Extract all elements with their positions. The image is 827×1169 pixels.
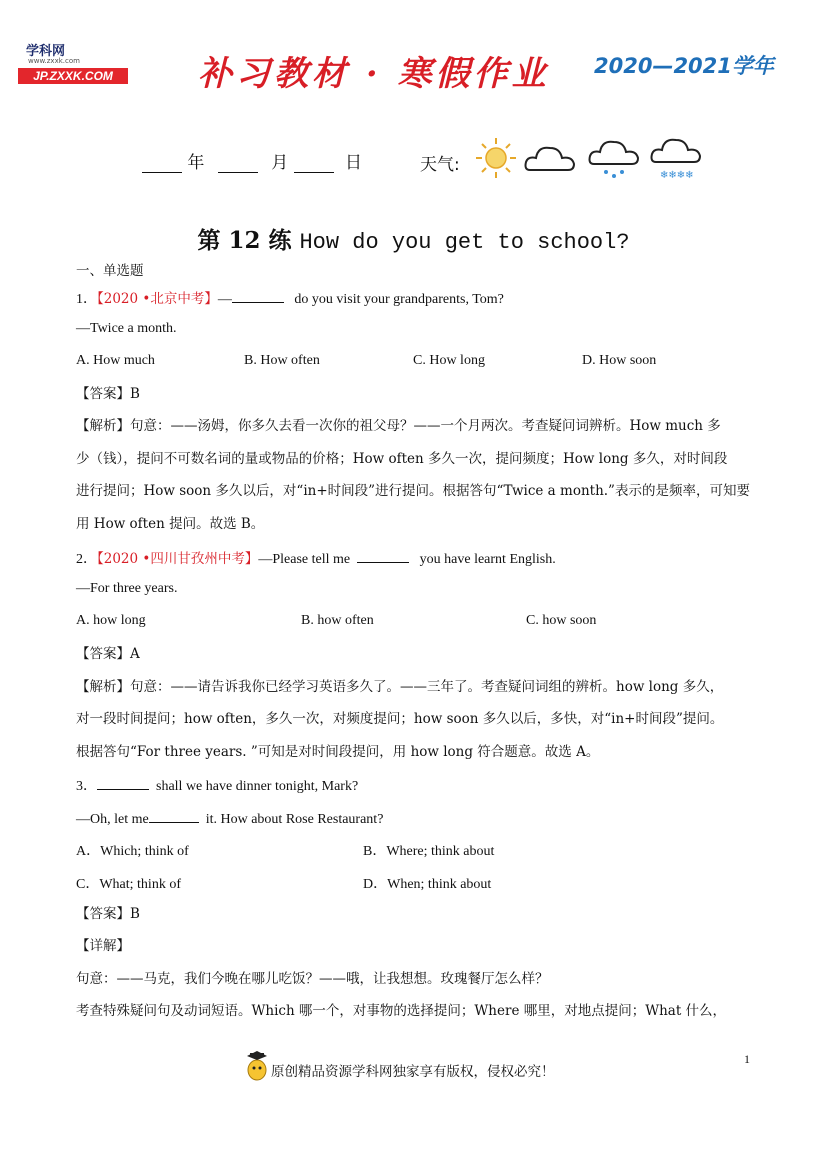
q2-analysis-1: 【解析】句意：——请告诉我你已经学习英语多久了。——三年了。考查疑问词组的辨析。how long 多久， xyxy=(76,679,724,695)
q3-option-d: D．When; think about xyxy=(363,877,492,892)
weather-icons xyxy=(474,132,714,184)
q3-stem xyxy=(76,775,358,796)
q1-option-d: D. How soon xyxy=(582,353,657,368)
q1-reply: —Twice a month. xyxy=(76,321,177,336)
q1-option-a: A. How much xyxy=(76,353,155,368)
title-cn: 第 12 练 xyxy=(197,227,292,254)
q2-blank xyxy=(357,548,409,563)
q2-option-a: A. how long xyxy=(76,613,146,628)
banner-title: 补习教材 · 寒假作业 xyxy=(198,54,550,94)
q1-options xyxy=(76,353,776,371)
q2-option-c: C. how soon xyxy=(526,613,597,628)
banner-year: 2020—2021学年 xyxy=(594,54,774,78)
q3-detail-2: 考查特殊疑问句及动词短语。Which 哪一个，对事物的选择提问；Where 哪里，对地点提问；What 什么， xyxy=(76,1003,727,1019)
q3-reply xyxy=(76,808,383,829)
q1-stem-b: do you visit your grandparents, Tom? xyxy=(294,292,504,307)
q3-blank-2 xyxy=(149,808,199,823)
mascot-icon xyxy=(244,1050,270,1082)
q3-detail-label: 【详解】 xyxy=(76,938,130,954)
q2-stem xyxy=(76,548,556,569)
year-char: 年 xyxy=(187,153,205,173)
svg-text:❄❄❄❄: ❄❄❄❄ xyxy=(660,170,694,181)
q1-analysis-1: 【解析】句意：——汤姆，你多久去看一次你的祖父母？——一个月两次。考查疑问词辨析。How much 多 xyxy=(76,418,721,434)
section-heading: 一、单选题 xyxy=(76,263,144,279)
q3-reply-b: it. How about Rose Restaurant? xyxy=(205,812,384,827)
logo-small-url: www.zxxk.com xyxy=(28,57,80,65)
weather-label: 天气: xyxy=(420,155,460,175)
q1-stem-a: — xyxy=(217,292,232,307)
footer-copyright: 原创精品资源学科网独家享有版权，侵权必究！ xyxy=(271,1064,555,1080)
q1-source: 【2020 •北京中考】 xyxy=(97,291,218,307)
q2-analysis-2: 对一段时间提问；how often，多久一次，对频度提问；how soon 多久以后，多快，对“in+时间段”提问。 xyxy=(76,711,724,727)
q2-analysis-3: 根据答句“For three years. ”可知是对时间段提问，用 how long 符合题意。故选 A。 xyxy=(76,744,600,760)
page-title xyxy=(0,222,827,255)
q3-option-b: B．Where; think about xyxy=(363,844,495,859)
cloud-icon xyxy=(526,148,575,170)
q2-source: 【2020 •四川甘孜州中考】 xyxy=(97,551,259,567)
q3-blank-1 xyxy=(97,775,149,790)
day-char: 日 xyxy=(345,153,363,173)
q3-options-row2 xyxy=(76,873,776,891)
q1-option-c: C. How long xyxy=(413,353,485,368)
q3-num: 3． xyxy=(76,779,97,794)
q1-stem xyxy=(76,288,504,309)
q3-detail-1: 句意：——马克，我们今晚在哪儿吃饭？——哦，让我想想。玫瑰餐厅怎么样？ xyxy=(76,971,549,987)
q3-stem-b: shall we have dinner tonight, Mark? xyxy=(156,779,359,794)
rain-cloud-icon xyxy=(590,142,639,178)
q2-stem-a: —Please tell me xyxy=(258,552,351,567)
q3-answer: 【答案】B xyxy=(76,906,140,922)
q1-num: 1． xyxy=(76,292,97,307)
q2-num: 2． xyxy=(76,552,97,567)
q3-option-a: A．Which; think of xyxy=(76,844,189,859)
logo-cn: 学科网 xyxy=(26,44,66,59)
q3-option-c: C．What; think of xyxy=(76,877,181,892)
date-line xyxy=(142,148,362,173)
q1-analysis-3: 进行提问；How soon 多久以后，对“in+时间段”进行提问。根据答句“Twice a month.”表示的是频率，可知要 xyxy=(76,483,750,499)
q1-option-b: B. How often xyxy=(244,353,320,368)
q2-options xyxy=(76,613,776,631)
logo xyxy=(18,40,130,84)
q2-stem-b: you have learnt English. xyxy=(419,552,556,567)
logo-url: JP.ZXXK.COM xyxy=(18,68,128,84)
page-number: 1 xyxy=(744,1052,750,1066)
q1-analysis-2: 少（钱），提问不可数名词的量或物品的价格；How often 多久一次，提问频度；How long 多久，对时间段 xyxy=(76,451,728,467)
q2-answer: 【答案】A xyxy=(76,646,140,662)
q1-analysis-4: 用 How often 提问。故选 B。 xyxy=(76,516,265,532)
q2-option-b: B. how often xyxy=(301,613,374,628)
month-char: 月 xyxy=(271,153,289,173)
snow-cloud-icon xyxy=(652,140,701,181)
sun-icon xyxy=(476,138,516,178)
q1-answer: 【答案】B xyxy=(76,386,140,402)
q1-blank xyxy=(232,288,284,303)
q2-reply: —For three years. xyxy=(76,581,178,596)
q3-reply-a: —Oh, let me xyxy=(76,812,149,827)
title-en: How do you get to school? xyxy=(299,230,630,255)
q3-options-row1 xyxy=(76,840,776,858)
